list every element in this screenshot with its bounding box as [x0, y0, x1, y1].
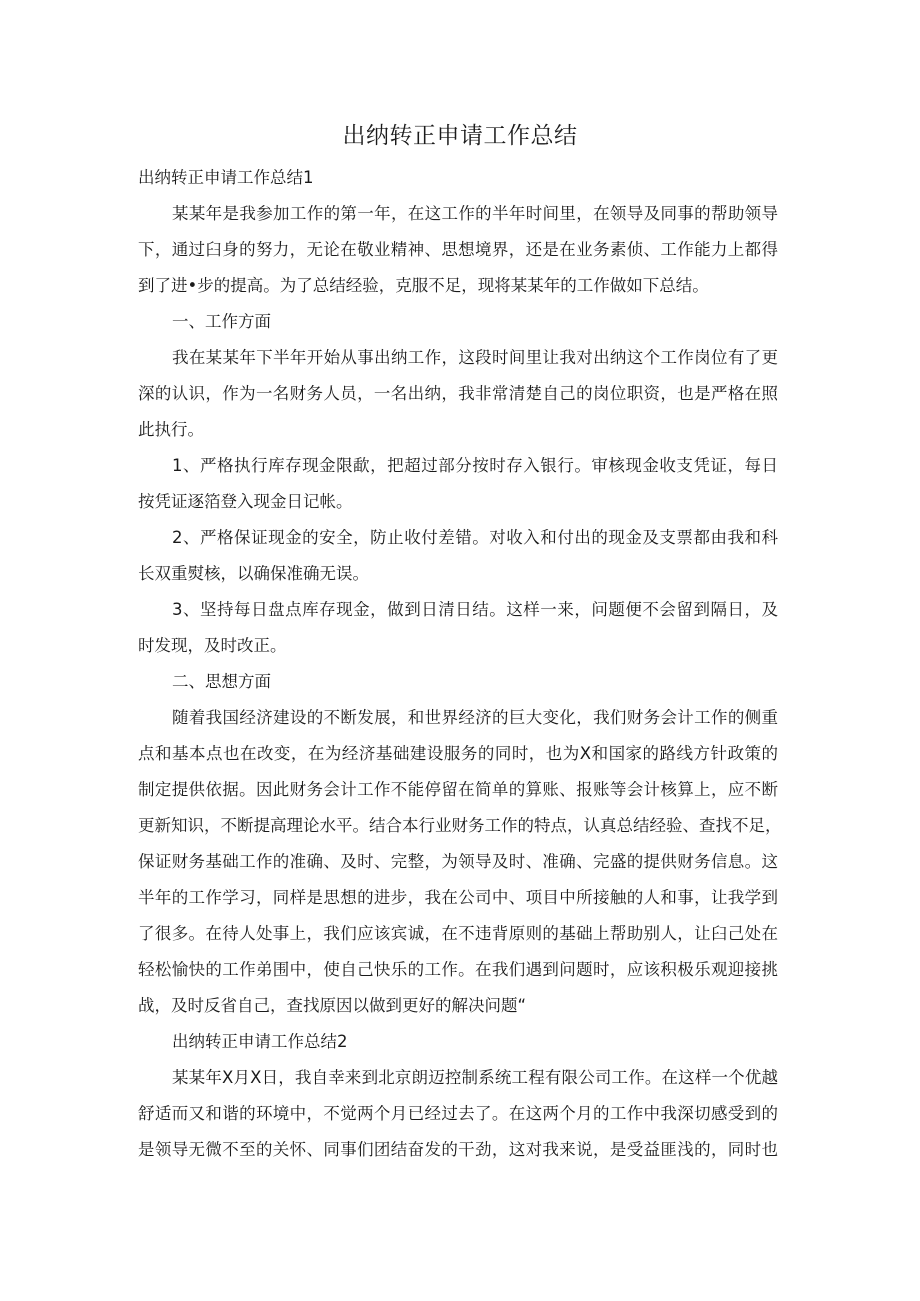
thought-line: 保证财务基础工作的准确、及时、完整，为领导及时、准确、完盛的提供财务信息。这 — [138, 852, 778, 871]
document-title: 出纳转正申请工作总结 — [342, 123, 578, 149]
section-2-heading: 出纳转正申请工作总结2 — [172, 1032, 348, 1051]
section-2-line: 舒适而又和谐的环境中，不觉两个月已经过去了。在这两个月的工作中我深切感受到的 — [138, 1104, 778, 1123]
section-1-heading: 出纳转正申请工作总结1 — [138, 168, 314, 187]
section-2-line: 是领导无微不至的关怀、同事们团结奋发的干劲，这对我来说，是受益匪浅的，同时也 — [138, 1140, 778, 1159]
section-2-line: 某某年X月X日，我自幸来到北京朗迈控制系统工程有限公司工作。在这样一个优越 — [172, 1068, 778, 1087]
work-item-2-line: 2、严格保证现金的安全，防止收付差错。对收入和付出的现金及支票都由我和科 — [172, 528, 778, 547]
thought-line: 制定提供依据。因此财务会计工作不能停留在简单的算账、报账等会计核算上，应不断 — [138, 780, 778, 799]
work-item-2-line: 长双重熨核，以确保准确无误。 — [138, 564, 369, 583]
intro-line: 某某年是我参加工作的第一年，在这工作的半年时间里，在领导及同事的帮助领导 — [172, 204, 778, 223]
work-intro-line: 此执行。 — [138, 420, 204, 439]
thought-line: 战，及时反省自己，查找原因以做到更好的解决问题“ — [138, 996, 527, 1015]
intro-line: 到了进•步的提高。为了总结经验，克服不足，现将某某年的工作做如下总结。 — [138, 276, 709, 295]
intro-line: 下，通过臼身的努力，无论在敬业精神、思想境界，还是在业务素侦、工作能力上都得 — [138, 240, 778, 259]
work-item-3-line: 3、坚持每日盘点库存现金，做到日清日结。这样一来，问题便不会留到隔日，及 — [172, 600, 778, 619]
thought-heading: 二、思想方面 — [172, 672, 271, 691]
thought-line: 随着我国经济建设的不断发展，和世界经济的巨大变化，我们财务会计工作的侧重 — [172, 708, 778, 727]
thought-line: 点和基本点也在改变，在为经济基础建设服务的同时，也为X和国家的路线方针政策的 — [138, 744, 778, 763]
work-heading: 一、工作方面 — [172, 312, 271, 331]
thought-line: 轻松愉快的工作弟围中，使自己快乐的工作。在我们遇到问题时，应该积极乐观迎接挑 — [138, 960, 778, 979]
work-intro-line: 我在某某年下半年开始从事出纳工作，这段时间里让我对出纳这个工作岗位有了更 — [172, 348, 778, 367]
work-item-1-line: 按凭证逐箔登入现金日记帐。 — [138, 492, 353, 511]
thought-line: 了很多。在待人处事上，我们应该宾诚，在不违背原则的基础上帮助别人，让臼己处在 — [138, 924, 778, 943]
thought-line: 半年的工作学习，同样是思想的进步，我在公司中、项目中所接触的人和事，让我学到 — [138, 888, 778, 907]
work-item-3-line: 时发现，及时改正。 — [138, 636, 287, 655]
work-intro-line: 深的认识，作为一名财务人员，一名出纳，我非常清楚自己的岗位职资，也是严格在照 — [138, 384, 778, 403]
thought-line: 更新知识，不断提高理论水平。结合本行业财务工作的特点，认真总结经验、查找不足， — [138, 816, 782, 835]
work-item-1-line: 1、严格执行库存现金限歃，把超过部分按时存入银行。审核现金收支凭证，每日 — [172, 456, 778, 475]
